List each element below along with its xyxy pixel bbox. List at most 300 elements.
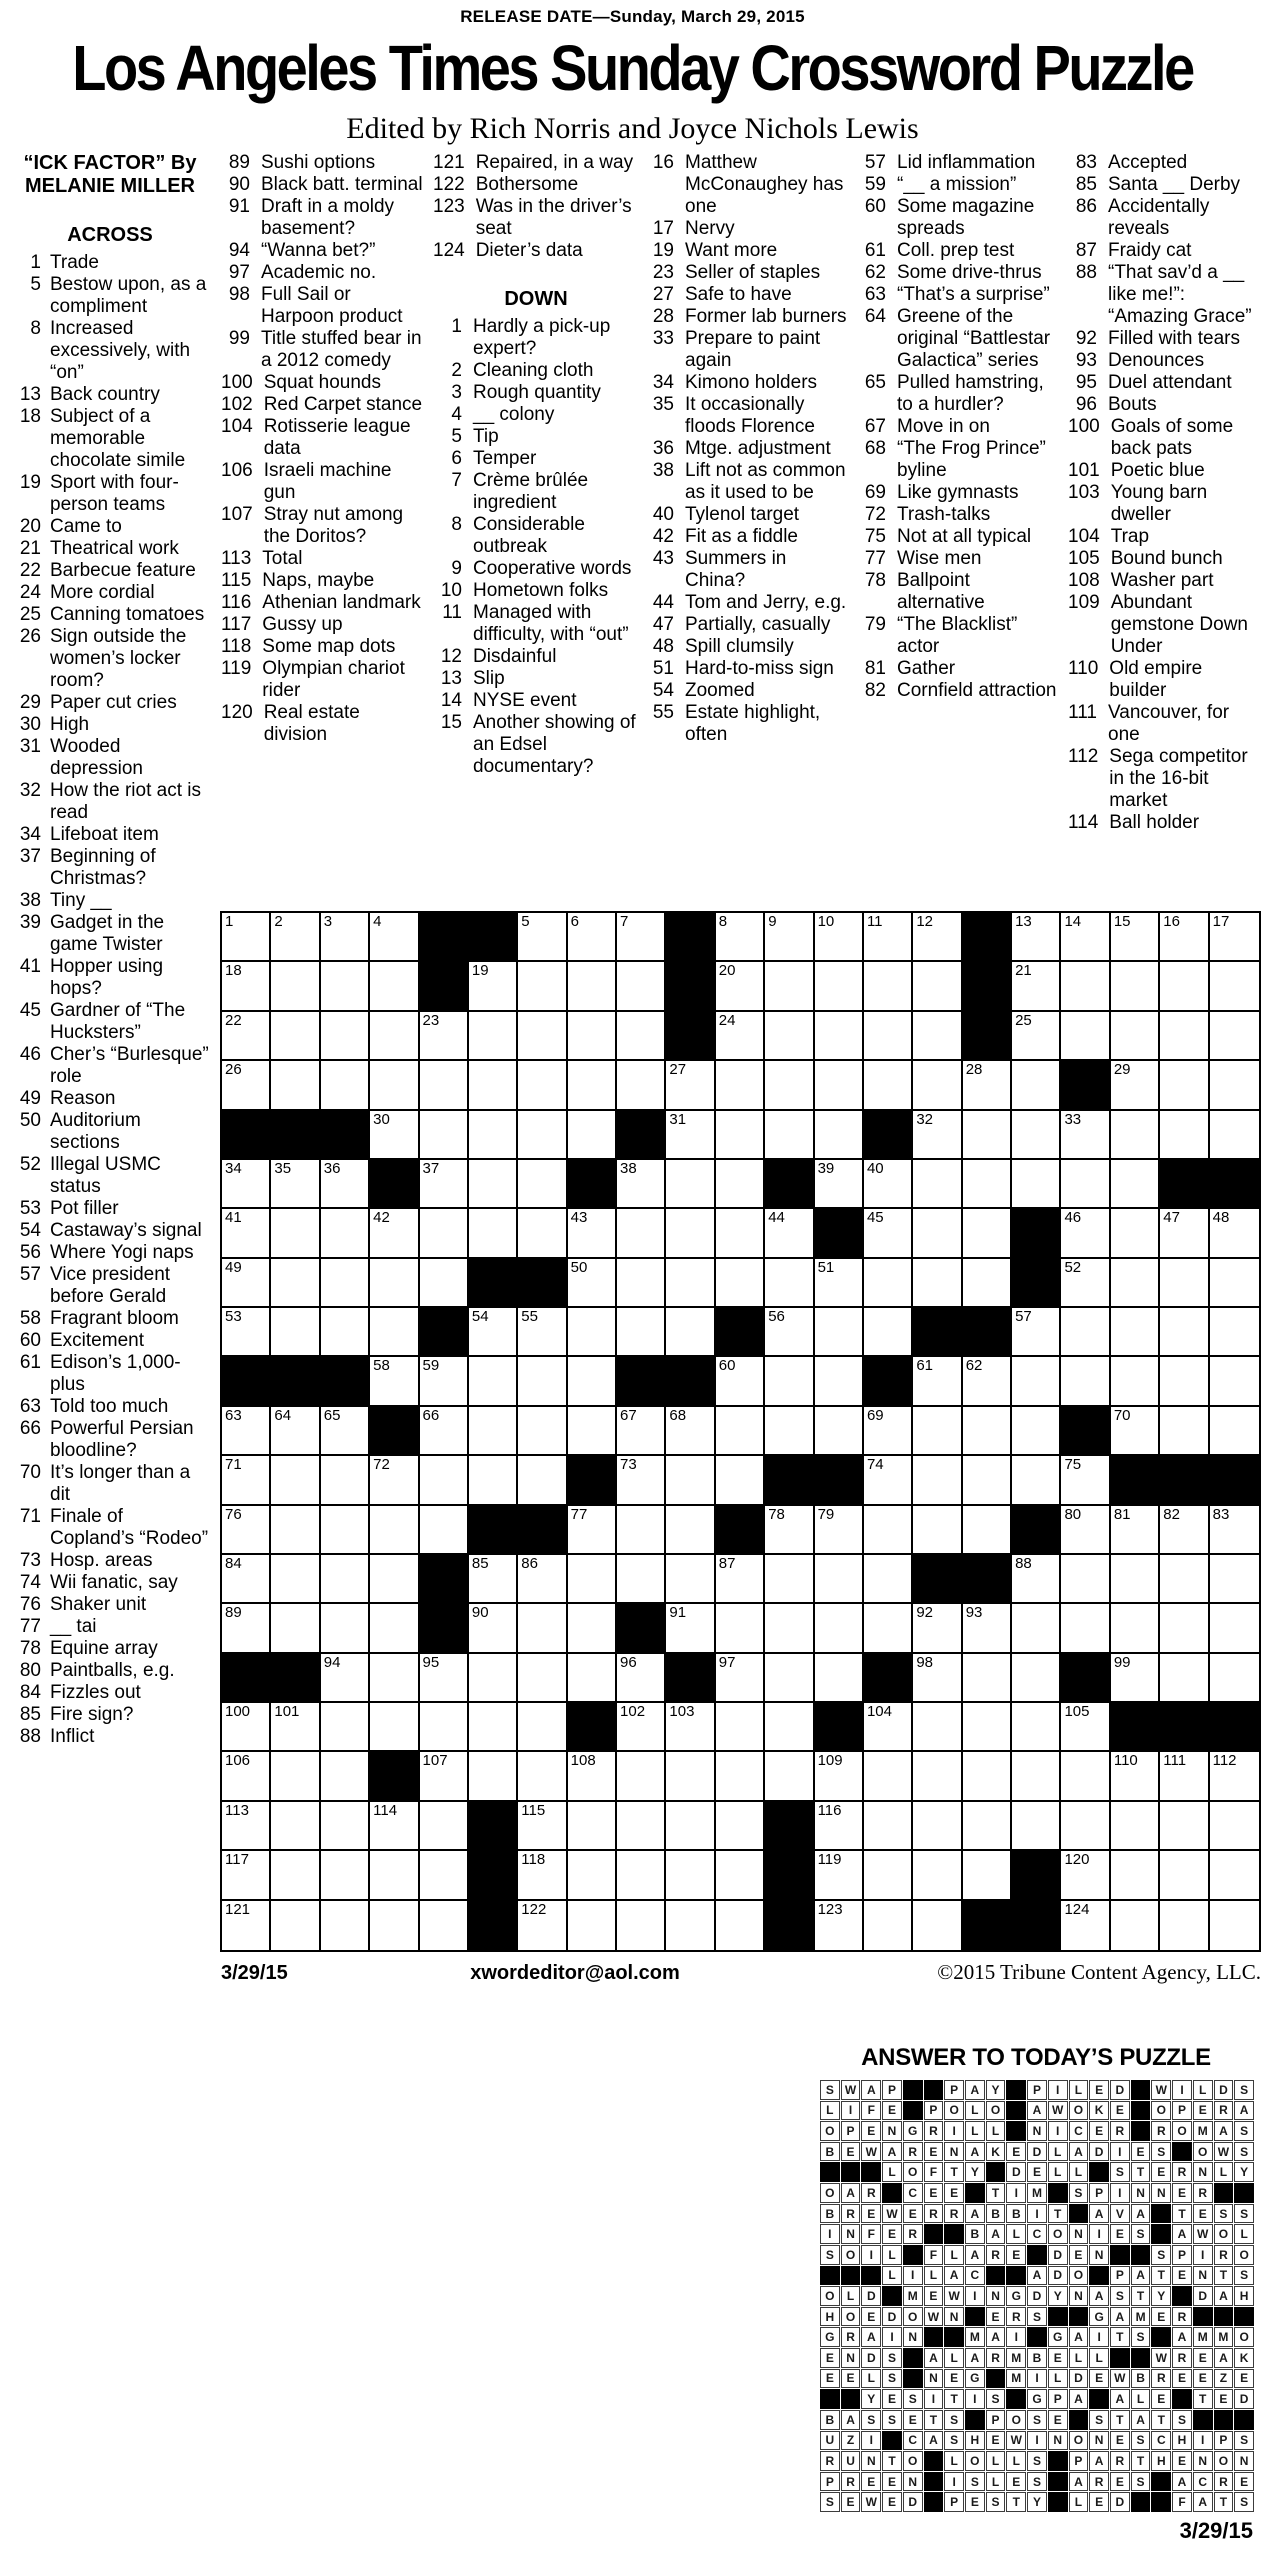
cell-number: 5	[521, 913, 530, 930]
answer-cell: E	[1110, 2472, 1130, 2492]
clue-text: Subject of a memorable chocolate simile	[50, 406, 186, 471]
clue-item	[433, 470, 639, 514]
grid-cell	[815, 1604, 864, 1653]
cell-number: 6	[570, 913, 579, 930]
clue-text: Tylenol target	[685, 504, 800, 525]
clue-text: Increased excessively, with “on”	[50, 318, 191, 383]
grid-block	[666, 1012, 715, 1061]
answer-cell: C	[903, 2183, 923, 2203]
answer-cell: R	[861, 2183, 881, 2203]
answer-cell: R	[1151, 2121, 1171, 2141]
clue-item	[857, 482, 1057, 504]
grid-cell	[420, 1802, 469, 1851]
answer-cell: R	[1110, 2451, 1130, 2471]
clue-number: 36	[652, 438, 674, 459]
answer-cell: A	[924, 2348, 944, 2368]
clue-number: 100	[1068, 416, 1100, 437]
answer-cell: T	[1048, 2204, 1068, 2224]
cell-number: 13	[1015, 913, 1032, 930]
clue-item	[857, 284, 1057, 306]
grid-cell	[1111, 962, 1160, 1011]
grid-cell	[420, 1407, 469, 1456]
grid-cell	[321, 1654, 370, 1703]
answer-cell: S	[1131, 2327, 1151, 2347]
grid-cell	[1012, 1012, 1061, 1061]
grid-cell	[666, 1703, 715, 1752]
answer-block	[1151, 2327, 1171, 2347]
cell-number: 108	[570, 1752, 596, 1770]
answer-cell: E	[944, 2369, 964, 2389]
grid-cell	[1061, 1012, 1110, 1061]
clue-number: 6	[451, 448, 462, 469]
grid-cell	[321, 1604, 370, 1653]
clue-text: Sushi options	[261, 152, 376, 173]
grid-cell	[518, 1851, 567, 1900]
cell-number: 123	[817, 1900, 843, 1918]
clue-text: __ colony	[473, 404, 555, 425]
grid-cell	[1160, 1506, 1209, 1555]
clue-item	[857, 614, 1057, 658]
clue-item	[221, 592, 427, 614]
clue-text: Olympian chariot rider	[262, 658, 405, 701]
clue-number: 91	[228, 196, 250, 217]
answer-cell: R	[1089, 2472, 1109, 2492]
cell-number: 106	[225, 1752, 251, 1770]
answer-date: 3/29/15	[1179, 2518, 1253, 2543]
clue-number: 102	[221, 394, 253, 415]
cell-number: 79	[817, 1505, 835, 1523]
cell-number: 62	[965, 1357, 983, 1375]
clue-column-4	[645, 152, 851, 746]
answer-cell: C	[1027, 2224, 1047, 2244]
answer-cell: S	[882, 2410, 902, 2430]
clue-text: Castaway’s signal	[50, 1220, 202, 1241]
grid-cell	[617, 1061, 666, 1110]
clue-text: Pulled hamstring, to a hurdler?	[897, 372, 1044, 415]
answer-cell: D	[1006, 2162, 1026, 2182]
answer-cell: S	[944, 2431, 964, 2451]
grid-block	[666, 1654, 715, 1703]
clue-number: 21	[19, 538, 41, 559]
answer-cell: B	[1027, 2348, 1047, 2368]
grid-block	[1210, 1160, 1259, 1209]
grid-cell	[420, 1752, 469, 1801]
answer-cell: N	[1027, 2121, 1047, 2141]
grid-block	[913, 1308, 962, 1357]
clue-text: Draft in a moldy basement?	[261, 196, 395, 239]
answer-block	[924, 2080, 944, 2100]
cell-number: 91	[669, 1604, 687, 1622]
cell-number: 82	[1163, 1505, 1180, 1523]
answer-cell: Z	[1214, 2369, 1234, 2389]
clue-text: Powerful Persian bloodline?	[50, 1418, 194, 1461]
clue-item	[1068, 328, 1262, 350]
clue-text: Not at all typical	[897, 526, 1032, 547]
answer-cell: W	[1151, 2080, 1171, 2100]
clue-text: “That sav’d a __ like me!”: “Amazing Grace”	[1108, 262, 1252, 327]
cell-number: 98	[916, 1653, 934, 1671]
grid-block	[1210, 1456, 1259, 1505]
grid-cell	[913, 1654, 962, 1703]
clue-item	[8, 890, 212, 912]
cell-number: 39	[817, 1159, 835, 1177]
clue-number: 75	[864, 526, 886, 547]
answer-cell: A	[841, 2183, 861, 2203]
grid-block	[1012, 1209, 1061, 1258]
clue-number: 38	[19, 890, 41, 911]
clue-number: 77	[19, 1616, 41, 1637]
clue-item	[433, 196, 639, 240]
clue-number: 70	[19, 1462, 41, 1483]
clue-number: 101	[1068, 460, 1100, 481]
clue-text: Illegal USMC status	[50, 1154, 161, 1197]
grid-cell	[1111, 1061, 1160, 1110]
grid-cell	[222, 1604, 271, 1653]
cell-number: 22	[225, 1011, 242, 1029]
clue-number: 27	[652, 284, 674, 305]
clue-text: Came to	[50, 516, 122, 537]
clue-text: Finale of Copland’s “Rodeo”	[50, 1506, 209, 1549]
clue-item	[221, 460, 427, 504]
clue-text: Bothersome	[475, 174, 579, 195]
clue-number: 28	[652, 306, 674, 327]
grid-block	[815, 1209, 864, 1258]
clue-item	[8, 1044, 212, 1088]
grid-cell	[765, 1061, 814, 1110]
cell-number: 87	[718, 1554, 736, 1572]
grid-cell	[321, 1555, 370, 1604]
clue-text: Cleaning cloth	[473, 360, 594, 381]
cell-number: 3	[323, 913, 333, 930]
grid-cell	[913, 913, 962, 962]
clue-text: Sega competitor in the 16-bit market	[1109, 746, 1248, 811]
grid-cell	[1210, 1308, 1259, 1357]
answer-cell: T	[1193, 2389, 1213, 2409]
answer-cell: C	[1193, 2472, 1213, 2492]
clue-number: 62	[864, 262, 886, 283]
cell-number: 124	[1064, 1900, 1090, 1918]
answer-cell: E	[1027, 2162, 1047, 2182]
cell-number: 18	[225, 962, 242, 980]
crossword-grid	[220, 911, 1261, 1952]
answer-cell: I	[1089, 2327, 1109, 2347]
answer-cell: I	[1006, 2183, 1026, 2203]
answer-cell: M	[1006, 2348, 1026, 2368]
answer-cell: E	[1048, 2348, 1068, 2368]
clue-number: 18	[19, 406, 41, 427]
grid-cell	[913, 1901, 962, 1950]
answer-cell: M	[1214, 2327, 1234, 2347]
grid-block	[518, 1259, 567, 1308]
clue-number: 57	[864, 152, 886, 173]
answer-cell: E	[1110, 2101, 1130, 2121]
answer-block	[1089, 2389, 1109, 2409]
clue-number: 4	[451, 404, 462, 425]
cell-number: 2	[274, 913, 283, 930]
grid-cell	[271, 1851, 320, 1900]
grid-cell	[1012, 913, 1061, 962]
cell-number: 70	[1113, 1406, 1131, 1424]
grid-cell	[469, 1752, 518, 1801]
answer-cell: S	[1131, 2472, 1151, 2492]
grid-cell	[1061, 1752, 1110, 1801]
grid-cell	[568, 1752, 617, 1801]
grid-block	[765, 1160, 814, 1209]
grid-cell	[222, 913, 271, 962]
grid-cell	[963, 1160, 1012, 1209]
answer-cell: G	[820, 2327, 840, 2347]
grid-cell	[568, 1555, 617, 1604]
grid-cell	[271, 913, 320, 962]
grid-cell	[271, 1308, 320, 1357]
clue-item	[8, 1264, 212, 1308]
grid-cell	[518, 1111, 567, 1160]
clue-text: Gadget in the game Twister	[50, 912, 165, 955]
clue-number: 98	[228, 284, 250, 305]
answer-cell: A	[1069, 2327, 1089, 2347]
grid-cell	[1111, 1752, 1160, 1801]
clue-item	[1068, 812, 1262, 834]
grid-cell	[1210, 1604, 1259, 1653]
clue-item	[221, 394, 427, 416]
grid-cell	[518, 1209, 567, 1258]
clue-item	[8, 912, 212, 956]
answer-cell: P	[820, 2472, 840, 2492]
clue-number: 13	[19, 384, 41, 405]
grid-cell	[1061, 1160, 1110, 1209]
cell-number: 54	[471, 1308, 489, 1326]
clue-number: 117	[221, 614, 252, 635]
grid-cell	[222, 1752, 271, 1801]
clue-item	[221, 658, 427, 702]
clue-text: Estate highlight, often	[685, 702, 821, 745]
answer-block	[1234, 2183, 1254, 2203]
clue-text: Rough quantity	[473, 382, 601, 403]
grid-cell	[1061, 1703, 1110, 1752]
answer-block	[1069, 2204, 1089, 2224]
grid-block	[864, 1654, 913, 1703]
grid-cell	[469, 1604, 518, 1653]
clue-item	[8, 1396, 212, 1418]
grid-cell	[1111, 1901, 1160, 1950]
grid-cell	[913, 1160, 962, 1209]
answer-cell: L	[1048, 2142, 1068, 2162]
answer-cell: A	[1069, 2389, 1089, 2409]
grid-cell	[617, 1456, 666, 1505]
grid-cell	[1160, 913, 1209, 962]
grid-cell	[370, 1111, 419, 1160]
grid-cell	[963, 1851, 1012, 1900]
cell-number: 110	[1113, 1752, 1138, 1770]
answer-block	[965, 2307, 985, 2327]
cell-number: 41	[225, 1209, 242, 1227]
answer-block	[841, 2389, 861, 2409]
grid-block	[1111, 1456, 1160, 1505]
clue-text: Young barn dweller	[1110, 482, 1208, 525]
answer-cell: O	[1234, 2245, 1254, 2265]
answer-cell: E	[1193, 2101, 1213, 2121]
grid-cell	[815, 962, 864, 1011]
grid-cell	[420, 1209, 469, 1258]
grid-cell	[568, 1259, 617, 1308]
grid-block	[420, 913, 469, 962]
clue-text: Kimono holders	[685, 372, 818, 393]
clue-text: Lifeboat item	[50, 824, 159, 845]
grid-cell	[321, 1506, 370, 1555]
grid-cell	[913, 1111, 962, 1160]
answer-cell: W	[882, 2204, 902, 2224]
clue-number: 60	[864, 196, 886, 217]
clue-item	[645, 636, 851, 658]
answer-cell: R	[1006, 2307, 1026, 2327]
answer-cell: S	[1214, 2204, 1234, 2224]
clue-text: Goals of some back pats	[1110, 416, 1234, 459]
clue-item	[8, 274, 212, 318]
clue-item	[8, 516, 212, 538]
cell-number: 35	[274, 1159, 292, 1177]
grid-block	[469, 1901, 518, 1950]
clue-item	[857, 526, 1057, 548]
answer-cell: W	[944, 2286, 964, 2306]
answer-cell: R	[1172, 2348, 1192, 2368]
grid-cell	[321, 1061, 370, 1110]
grid-cell	[321, 1160, 370, 1209]
clue-number: 19	[19, 472, 41, 493]
answer-block	[986, 2369, 1006, 2389]
grid-cell	[370, 1654, 419, 1703]
clue-number: 56	[19, 1242, 41, 1263]
grid-cell	[568, 1308, 617, 1357]
grid-cell	[1111, 1654, 1160, 1703]
grid-cell	[716, 1357, 765, 1406]
answer-cell: S	[1027, 2472, 1047, 2492]
answer-cell: R	[986, 2245, 1006, 2265]
cell-number: 15	[1113, 913, 1131, 930]
answer-cell: R	[1214, 2245, 1234, 2265]
answer-cell: R	[1214, 2472, 1234, 2492]
grid-cell	[617, 1209, 666, 1258]
grid-cell	[765, 1012, 814, 1061]
grid-cell	[815, 1061, 864, 1110]
footer-email: xwordeditor@aol.com	[470, 1962, 680, 1984]
clue-number: 74	[19, 1572, 41, 1593]
cell-number: 122	[521, 1900, 547, 1918]
grid-cell	[321, 1012, 370, 1061]
answer-block	[820, 2389, 840, 2409]
clue-item	[8, 1088, 212, 1110]
grid-cell	[617, 1851, 666, 1900]
answer-cell: W	[1214, 2142, 1234, 2162]
clue-item	[8, 384, 212, 406]
grid-cell	[321, 1407, 370, 1456]
answer-cell: P	[924, 2101, 944, 2121]
clue-item	[8, 736, 212, 780]
footer-copyright: ©2015 Tribune Content Agency, LLC.	[937, 1960, 1261, 1984]
grid-cell	[1012, 962, 1061, 1011]
cell-number: 43	[570, 1209, 588, 1227]
answer-cell: B	[965, 2224, 985, 2244]
cell-number: 21	[1015, 962, 1032, 980]
grid-block	[420, 1555, 469, 1604]
answer-cell: P	[944, 2492, 964, 2512]
clue-text: Total	[262, 548, 303, 569]
answer-cell: E	[882, 2389, 902, 2409]
answer-cell: K	[1234, 2348, 1254, 2368]
answer-cell: P	[1172, 2101, 1192, 2121]
answer-cell: L	[841, 2286, 861, 2306]
clue-number: 84	[19, 1682, 41, 1703]
cell-number: 104	[866, 1703, 892, 1721]
cell-number: 34	[225, 1159, 242, 1177]
grid-cell	[1160, 1308, 1209, 1357]
grid-cell	[815, 1259, 864, 1308]
grid-block	[765, 1456, 814, 1505]
grid-cell	[271, 1160, 320, 1209]
clue-number: 12	[440, 646, 462, 667]
clue-text: Equine array	[50, 1638, 158, 1659]
grid-cell	[271, 1506, 320, 1555]
grid-cell	[666, 1506, 715, 1555]
grid-block	[568, 1456, 617, 1505]
grid-cell	[1160, 1012, 1209, 1061]
grid-cell	[1210, 1111, 1259, 1160]
clue-item	[645, 702, 851, 746]
answer-cell: O	[841, 2245, 861, 2265]
grid-cell	[1111, 1506, 1160, 1555]
clue-number: 85	[19, 1704, 41, 1725]
answer-cell: D	[1069, 2369, 1089, 2389]
clue-item	[8, 846, 212, 890]
clue-item	[221, 328, 427, 372]
grid-cell	[1111, 1308, 1160, 1357]
answer-block	[903, 2348, 923, 2368]
grid-cell	[1210, 962, 1259, 1011]
grid-cell	[1160, 1555, 1209, 1604]
grid-cell	[1210, 1555, 1259, 1604]
grid-block	[271, 1111, 320, 1160]
clue-text: Denounces	[1108, 350, 1205, 371]
answer-cell: E	[1193, 2348, 1213, 2368]
clue-item	[8, 582, 212, 604]
clue-item	[8, 1660, 212, 1682]
clue-item	[857, 548, 1057, 570]
grid-block	[370, 1160, 419, 1209]
clue-item	[645, 262, 851, 284]
answer-cell: E	[1089, 2369, 1109, 2389]
clue-item	[221, 702, 427, 746]
grid-cell	[518, 1357, 567, 1406]
answer-cell: E	[841, 2369, 861, 2389]
clue-column-3	[433, 152, 639, 778]
clue-text: Bestow upon, as a compliment	[50, 274, 207, 317]
clue-number: 61	[19, 1352, 41, 1373]
grid-cell	[1160, 1259, 1209, 1308]
answer-cell: O	[1069, 2101, 1089, 2121]
grid-cell	[271, 1752, 320, 1801]
answer-block	[903, 2245, 923, 2265]
answer-cell: T	[1110, 2410, 1130, 2430]
answer-cell: N	[924, 2369, 944, 2389]
answer-cell: L	[965, 2121, 985, 2141]
clue-number: 58	[19, 1308, 41, 1329]
grid-cell	[469, 1654, 518, 1703]
grid-cell	[716, 1802, 765, 1851]
answer-cell: C	[1069, 2121, 1089, 2141]
cell-number: 71	[225, 1456, 242, 1474]
grid-cell	[321, 962, 370, 1011]
grid-cell	[815, 1555, 864, 1604]
clue-text: Red Carpet stance	[263, 394, 423, 415]
